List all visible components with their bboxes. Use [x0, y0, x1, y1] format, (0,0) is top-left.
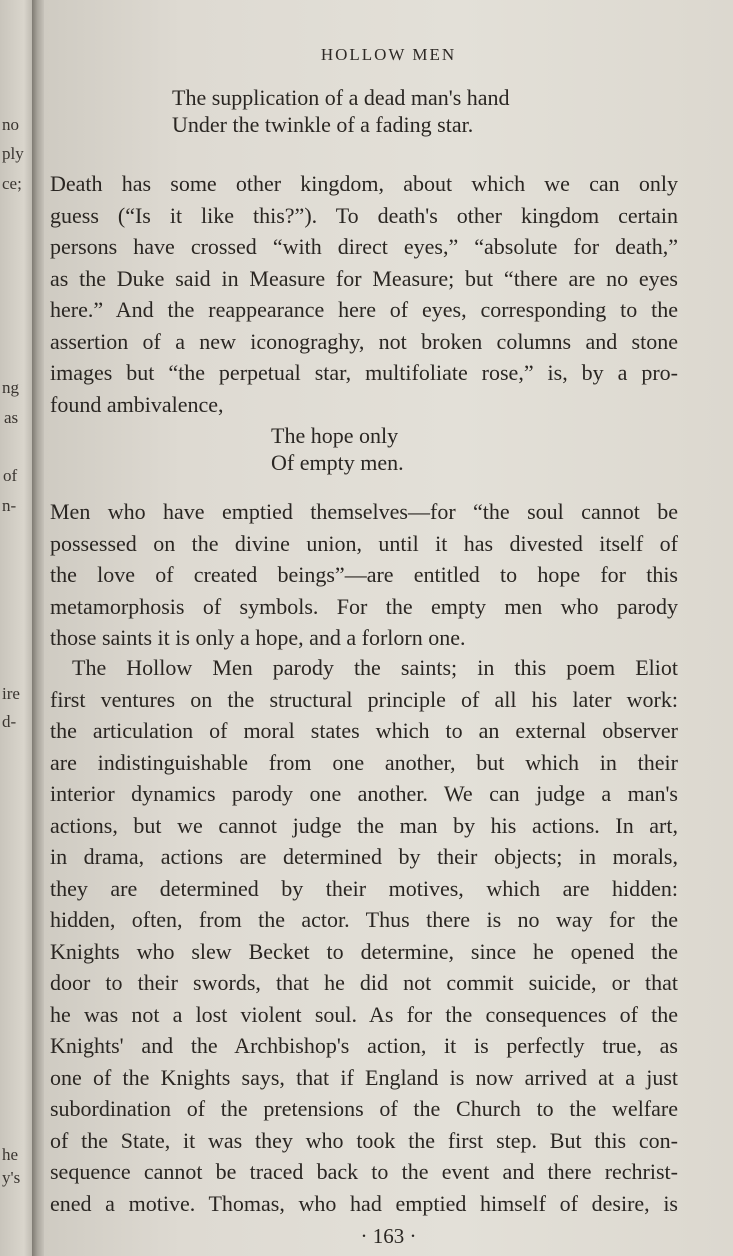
- text-line: sequence cannot be traced back to the event and there rechrist-: [50, 1159, 678, 1184]
- text-line: are indistinguishable from one another, but which in their: [50, 749, 678, 775]
- text-line: Men who have emptied themselves—for “the soul cannot be: [50, 499, 678, 524]
- text-line: metamorphosis of symbols. For the empty men who parody: [50, 593, 678, 619]
- text-line: door to their swords, that he did not commit suicide, or that: [50, 970, 678, 995]
- text-line: persons have crossed “with direct eyes,” “absolute for death,”: [50, 234, 678, 259]
- book-page: [44, 0, 733, 1256]
- text-line: possessed on the divine union, until it has divested itself of: [50, 530, 678, 556]
- text-line: assertion of a new iconograghy, not broken columns and stone: [50, 328, 678, 354]
- facing-page-fragment: d-: [2, 712, 17, 731]
- facing-page-fragment: ply: [2, 144, 24, 163]
- text-line: ened a motive. Thomas, who had emptied himself of desire, is: [50, 1190, 678, 1216]
- verse-line: Under the twinkle of a fading star.: [172, 112, 474, 137]
- text-line: one of the Knights says, that if England is now arrived at a just: [50, 1064, 678, 1090]
- text-line: Knights' and the Archbishop's action, it is perfectly true, as: [50, 1033, 678, 1058]
- paragraph-1: [50, 168, 678, 420]
- verse-quote-1: [172, 84, 510, 138]
- verse-line: The supplication of a dead man's hand: [172, 85, 510, 110]
- verse-quote-2: [271, 422, 404, 476]
- facing-page-fragment: as: [4, 408, 19, 427]
- text-line: of the State, it was they who took the first step. But this con-: [50, 1127, 678, 1153]
- text-line: hidden, often, from the actor. Thus there is no way for the: [50, 907, 678, 932]
- paragraph-2: [50, 496, 678, 654]
- text-line: Knights who slew Becket to determine, since he opened the: [50, 938, 678, 964]
- text-line: the love of created beings”—are entitled to hope for this: [50, 562, 678, 587]
- text-line: he was not a lost violent soul. As for the consequences of the: [50, 1001, 678, 1027]
- text-line: images but “the perpetual star, multifoliate rose,” is, by a pro-: [50, 360, 678, 385]
- text-line: in drama, actions are determined by their objects; in morals,: [50, 844, 678, 869]
- facing-page-fragment: ire: [2, 684, 20, 703]
- facing-page-fragment: ng: [2, 378, 19, 397]
- text-line: they are determined by their motives, which are hidden:: [50, 875, 678, 901]
- running-head: HOLLOW MEN: [320, 45, 457, 64]
- facing-page-fragment: no: [2, 115, 19, 134]
- text-line: those saints it is only a hope, and a forlorn one.: [50, 625, 466, 650]
- facing-page-edge: [0, 0, 34, 1256]
- text-line: found ambivalence,: [50, 391, 224, 417]
- text-line: actions, but we cannot judge the man by his actions. In art,: [50, 812, 678, 838]
- text-line: the articulation of moral states which to an external observer: [50, 718, 678, 743]
- facing-page-fragment: ce;: [2, 174, 22, 193]
- text-line: subordination of the pretensions of the Church to the welfare: [50, 1096, 678, 1121]
- text-line: Death has some other kingdom, about which we can only: [50, 171, 678, 196]
- facing-page-fragment: he: [2, 1145, 19, 1164]
- verse-line: The hope only: [271, 423, 399, 448]
- text-line: as the Duke said in Measure for Measure; but “there are no eyes: [50, 265, 678, 291]
- text-line: here.” And the reappearance here of eyes, corresponding to the: [50, 297, 678, 322]
- verse-line: Of empty men.: [271, 450, 404, 475]
- facing-page-fragment: y's: [2, 1168, 21, 1187]
- facing-page-fragment: n-: [2, 496, 17, 515]
- text-line: The Hollow Men parody the saints; in this poem Eliot: [72, 655, 678, 680]
- text-line: interior dynamics parody one another. We can judge a man's: [50, 781, 678, 806]
- page-number: · 163 ·: [360, 1224, 417, 1248]
- text-line: guess (“Is it like this?”). To death's other kingdom certain: [50, 202, 678, 228]
- paragraph-3: [50, 652, 678, 1219]
- facing-page-fragment: of: [3, 466, 18, 485]
- text-line: first ventures on the structural principle of all his later work:: [50, 686, 678, 712]
